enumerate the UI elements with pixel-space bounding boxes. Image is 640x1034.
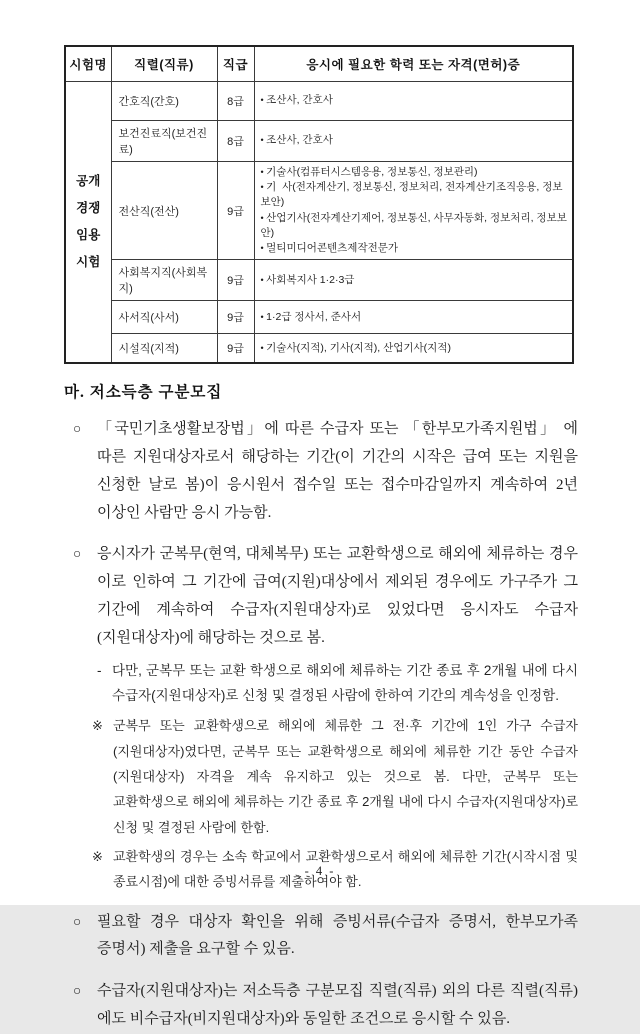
- series-cell: 사회복지직(사회복지): [111, 260, 217, 301]
- qualification-line: [261, 241, 570, 256]
- grade-cell: 9급: [217, 301, 254, 334]
- series-cell: 사서직(사서): [111, 301, 217, 334]
- bullet-icon: •: [260, 135, 267, 146]
- qualification-text: 사회복지사 1·2·3급: [266, 273, 355, 286]
- qualification-line: [261, 180, 570, 210]
- paragraph-sub: [97, 659, 578, 709]
- exam-name-line: 시험: [76, 255, 101, 270]
- col-header-grade: 직급: [217, 46, 254, 82]
- qualification-line: [261, 165, 570, 180]
- section-heading: 마. 저소득층 구분모집: [64, 384, 223, 402]
- table-row: [65, 334, 573, 364]
- qualifications-cell: [254, 82, 573, 121]
- bullet-marker: ※: [92, 848, 103, 864]
- series-cell: 보건진료직(보건진료): [111, 121, 217, 162]
- qualification-line: [261, 133, 570, 148]
- table-header: [65, 46, 573, 82]
- qualification-table: [64, 45, 574, 364]
- qualifications-cell: [254, 334, 573, 364]
- qualifications-cell: [254, 162, 573, 260]
- paragraph-main: [73, 541, 578, 652]
- series-cell: 간호직(간호): [111, 82, 217, 121]
- bullet-icon: •: [260, 274, 267, 285]
- paragraph-text: 응시자가 군복무(현역, 대체복무) 또는 교환학생으로 해외에 체류하는 경우 이로 인하여 그 기간에 급여(지원)대상에서 제외된 경우에도 가구주가 그 기간에 계속하여 수급자(지원대상자)로 있었다면 응시자도 수급자(지원대상자)에 해당하는 것으로 봄.: [97, 546, 578, 646]
- paragraph-text: 교환학생의 경우는 소속 학교에서 교환학생으로서 해외에 체류한 기간(시작시점 및 종료시점)에 대한 증빙서류를 제출하여야 함.: [113, 848, 578, 890]
- bullet-icon: •: [260, 167, 267, 177]
- paragraph-note: [92, 713, 578, 840]
- table-header-row: [65, 46, 573, 82]
- qualification-line: [261, 341, 570, 356]
- bullet-icon: •: [260, 342, 267, 353]
- paragraph-main: [73, 978, 578, 1034]
- qualification-line: [261, 310, 570, 325]
- qualification-line: [261, 93, 570, 108]
- table-row: [65, 121, 573, 162]
- col-header-series: 직렬(직류): [111, 46, 217, 82]
- qualification-text: 산업기사(전자계산기제어, 정보통신, 사무자동화, 정보처리, 정보보안): [260, 211, 567, 239]
- qualification-text: 기술사(컴퓨터시스템응용, 정보통신, 정보관리): [266, 166, 478, 178]
- bullet-icon: •: [260, 243, 267, 254]
- grade-cell: 9급: [217, 334, 254, 364]
- table-body: [65, 82, 573, 364]
- bullet-icon: •: [260, 212, 267, 223]
- bullet-icon: •: [260, 182, 267, 193]
- qualification-text: 1·2급 정사서, 준사서: [266, 310, 362, 323]
- exam-name-cell: [65, 82, 111, 364]
- qualifications-cell: [254, 121, 573, 162]
- table-row: [65, 301, 573, 334]
- bullet-marker: ○: [73, 546, 82, 562]
- paragraph-main: [73, 909, 578, 965]
- paragraph-text: 군복무 또는 교환학생으로 해외에 체류한 그 전·후 기간에 1인 가구 수급자(지원대상자)였다면, 군복무 또는 교환학생으로 해외에 체류한 기간 동안 수급자(지원대상자) 자격을 계속 유지하고 있는 것으로 봄. 다만, 군복무 또는 교환학생으로 해외에 체류하는 기간 종료 후 2개월 내에 다시 수급자(지원대상자)로 신청 및 결정된 사람에 한함.: [113, 718, 578, 835]
- paragraph-text: 「국민기초생활보장법」에 따른 수급자 또는 「한부모가족지원법」 에 따른 지원대상자로서 해당하는 기간(이 기간의 시작은 급여 또는 지원을 신청한 날로 봄)이 응시원서 접수일 또는 접수마감일까지 계속하여 2년 이상인 사람만 응시 가능함.: [97, 421, 578, 521]
- table-row: [65, 260, 573, 301]
- qualification-text: 기술사(지적), 기사(지적), 산업기사(지적): [266, 341, 451, 354]
- series-cell: 시설직(지적): [111, 334, 217, 364]
- grade-cell: 9급: [217, 162, 254, 260]
- series-cell: 전산직(전산): [111, 162, 217, 260]
- bullet-marker: ○: [73, 983, 82, 999]
- grade-cell: 8급: [217, 121, 254, 162]
- qualification-text: 조산사, 간호사: [266, 94, 333, 107]
- paragraph-text: 다만, 군복무 또는 교환 학생으로 해외에 체류하는 기간 종료 후 2개월 내에 다시 수급자(지원대상자)로 신청 및 결정된 사람에 한하여 기간의 계속성을 인정함.: [112, 663, 578, 704]
- bullet-icon: •: [260, 95, 267, 106]
- qualification-line: [261, 211, 570, 241]
- page-number: - 4 -: [304, 864, 336, 878]
- col-header-exam-name: 시험명: [65, 46, 111, 82]
- grade-cell: 8급: [217, 82, 254, 121]
- qualification-text: 조산사, 간호사: [266, 134, 333, 147]
- qualification-text: 멀티미디어콘텐츠제작전문가: [266, 242, 399, 255]
- grade-cell: 9급: [217, 260, 254, 301]
- col-header-qualifications: 응시에 필요한 학력 또는 자격(면허)증: [254, 46, 573, 82]
- exam-name-line: 임용: [76, 228, 101, 243]
- paragraph-main: [73, 416, 578, 527]
- bullet-marker: ○: [73, 421, 82, 437]
- section-body: [64, 416, 578, 1033]
- exam-name-line: 공개: [76, 174, 101, 189]
- bullet-marker: ※: [92, 718, 103, 734]
- bullet-marker: -: [97, 663, 102, 679]
- qualifications-cell: [254, 301, 573, 334]
- qualifications-cell: [254, 260, 573, 301]
- qualification-line: [261, 273, 570, 288]
- table-row: [65, 162, 573, 260]
- exam-name-line: 경쟁: [76, 201, 101, 216]
- paragraph-text: 수급자(지원대상자)는 저소득층 구분모집 직렬(직류) 외의 다른 직렬(직류)에도 비수급자(비지원대상자)와 동일한 조건으로 응시할 수 있음.: [97, 983, 578, 1027]
- paragraph-text: 필요할 경우 대상자 확인을 위해 증빙서류(수급자 증명서, 한부모가족 증명서) 제출을 요구할 수 있음.: [97, 913, 578, 958]
- qualification-text: 기 사(전자계산기, 정보통신, 정보처리, 전자계산기조직응용, 정보보안): [260, 181, 563, 209]
- table-row: [65, 82, 573, 121]
- bullet-marker: ○: [73, 913, 82, 929]
- bullet-icon: •: [260, 311, 267, 322]
